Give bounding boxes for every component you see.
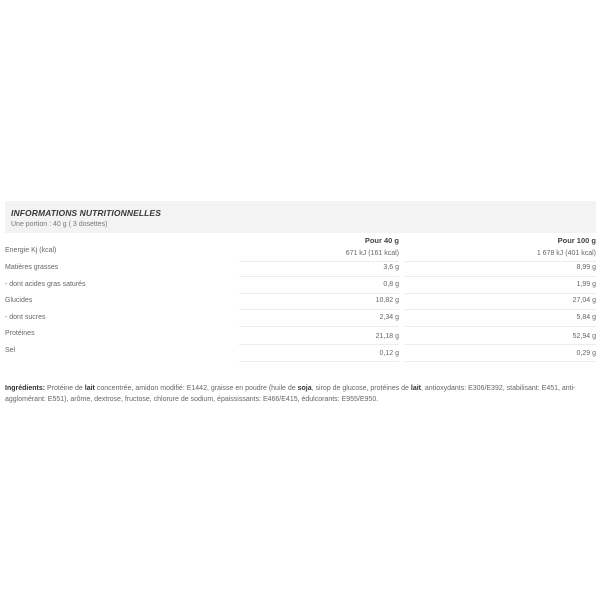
row-divider [239, 361, 399, 362]
row-label-carbohydrates: Glucides [5, 297, 33, 304]
row-divider [405, 326, 596, 327]
ingredients-part: concentrée, amidon modifié: E1442, graisse en poudre (huile de [94, 385, 298, 392]
allergen-highlight: soja [297, 385, 312, 392]
ingredients-label: Ingrédients: [5, 385, 46, 392]
row-value-carbohydrates-100g: 27,04 g [572, 297, 596, 304]
row-divider [239, 326, 399, 327]
row-value-proteins-100g: 52,94 g [572, 333, 596, 340]
row-divider [405, 293, 596, 294]
row-value-energy-40g: 671 kJ (161 kcal) [345, 250, 399, 257]
row-value-energy-100g: 1 678 kJ (401 kcal) [536, 250, 596, 257]
row-label-saturated-fat: - dont acides gras saturés [5, 281, 86, 288]
row-divider [405, 361, 596, 362]
portion-info: Une portion : 40 g ( 3 dosettes) [11, 221, 108, 228]
row-divider [239, 344, 399, 345]
row-label-sugars: - dont sucres [5, 314, 46, 321]
row-value-saturated-fat-40g: 0,8 g [383, 281, 399, 288]
row-label-salt: Sel [5, 347, 16, 354]
allergen-highlight: lait [410, 385, 422, 392]
row-value-fat-100g: 8,99 g [576, 264, 596, 271]
row-value-sugars-40g: 2,34 g [379, 314, 399, 321]
row-value-salt-40g: 0,12 g [379, 350, 399, 357]
ingredients-part: , antioxydants: E306/E392, stabilisant: E451, anti-agglomérant: E551), arôme, dextrose, fructose, chlorure de sodium, épaississants: E466/E415, édulcorants: E955/E950. [5, 385, 576, 403]
nutrition-title: INFORMATIONS NUTRITIONNELLES [11, 208, 161, 218]
row-divider [405, 276, 596, 277]
row-divider [239, 293, 399, 294]
row-value-fat-40g: 3,6 g [383, 264, 399, 271]
column-header-100g: Pour 100 g [557, 236, 596, 245]
row-label-proteins: Protéines [5, 330, 35, 337]
row-divider [239, 276, 399, 277]
ingredients-part: Protéine de [45, 385, 85, 392]
row-divider [239, 261, 399, 262]
row-label-energy: Energie Kj (kcal) [5, 247, 57, 254]
row-divider [405, 344, 596, 345]
ingredients-text [5, 383, 596, 405]
row-value-salt-100g: 0,29 g [576, 350, 596, 357]
row-divider [405, 261, 596, 262]
ingredients-part: , sirop de glucose, protéines de [311, 385, 411, 392]
row-value-carbohydrates-40g: 10,82 g [375, 297, 399, 304]
allergen-highlight: lait [84, 385, 95, 392]
column-header-40g: Pour 40 g [364, 236, 399, 245]
row-divider [405, 309, 596, 310]
row-value-proteins-40g: 21,18 g [375, 333, 399, 340]
nutrition-header [5, 201, 596, 233]
row-value-sugars-100g: 5,84 g [576, 314, 596, 321]
row-label-fat: Matières grasses [5, 264, 59, 271]
row-value-saturated-fat-100g: 1,99 g [576, 281, 596, 288]
row-divider [239, 309, 399, 310]
